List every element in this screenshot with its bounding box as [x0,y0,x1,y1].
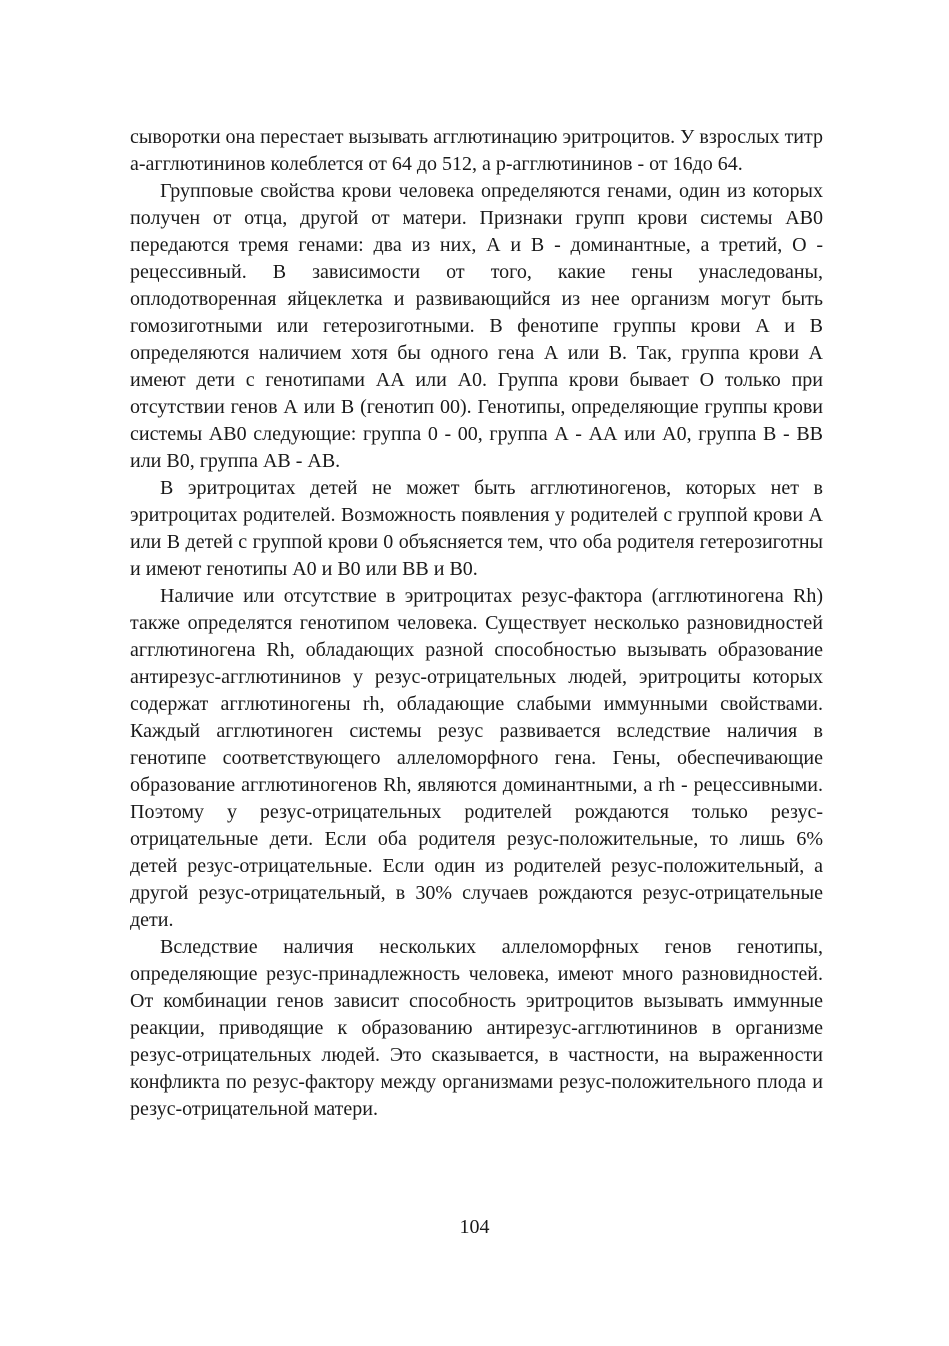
paragraph-4: Наличие или отсутствие в эритроцитах резус-фактора (агглютиногена Rh) также определятся генотипом человека. Существует несколько разновидностей агглютиногена Rh, обладающих разной способностью вызывать образование антирезус-агглютининов у резус-отрицательных людей, эритроциты которых содержат агглютиногены rh, обладающие слабыми иммунными свойствами. Каждый агглютиноген системы резус развивается вследствие наличия в генотипе соответствующего аллеломорфного гена. Гены, обеспечивающие образование агглютиногенов Rh, являются доминантными, а rh - рецессивными. Поэтому у резус-отрицательных родителей рождаются только резус-отрицательные дети. Если оба родителя резус-положительные, то лишь 6% детей резус-отрицательные. Если один из родителей резус-положительный, а другой резус-отрицательный, в 30% случаев рождаются резус-отрицательные дети. [130,585,823,931]
paragraph-5: Вследствие наличия нескольких аллеломорфных генов генотипы, определяющие резус-принадлежность человека, имеют много разновидностей. От комбинации генов зависит способность эритроцитов вызывать иммунные реакции, приводящие к образованию антирезус-агглютининов в организме резус-отрицательных людей. Это сказывается, в частности, на выраженности конфликта по резус-фактору между организмами резус-положительного плода и резус-отрицательной матери. [130,936,823,1120]
page-body [130,124,823,1123]
paragraph-1: сыворотки она перестает вызывать агглютинацию эритроцитов. У взрослых титр а-агглютининов колеблется от 64 до 512, а р-агглютининов - от 16до 64. [130,126,823,175]
paragraph-3: В эритроцитах детей не может быть агглютиногенов, которых нет в эритроцитах родителей. Возможность появления у родителей с группой крови А или В детей с группой крови 0 объясняется тем, что оба родителя гетерозиготны и имеют генотипы А0 и В0 или ВВ и В0. [130,477,823,580]
page-number: 104 [459,1216,490,1238]
paragraph-2: Групповые свойства крови человека определяются генами, один из которых получен от отца, другой от матери. Признаки групп крови системы АВ0 передаются тремя генами: два из них, А и В - доминантные, а третий, О - рецессивный. В зависимости от того, какие гены унаследованы, оплодотворенная яйцеклетка и развивающийся из нее организм могут быть гомозиготными или гетерозиготными. В фенотипе группы крови А и В определяются наличием хотя бы одного гена А или В. Так, группа крови А имеют дети с генотипами АА или А0. Группа крови бывает О только при отсутствии генов А или В (генотип 00). Генотипы, определяющие группы крови системы АВ0 следующие: группа 0 - 00, группа А - АА или А0, группа В - ВВ или В0, группа АВ - АВ. [130,180,823,472]
